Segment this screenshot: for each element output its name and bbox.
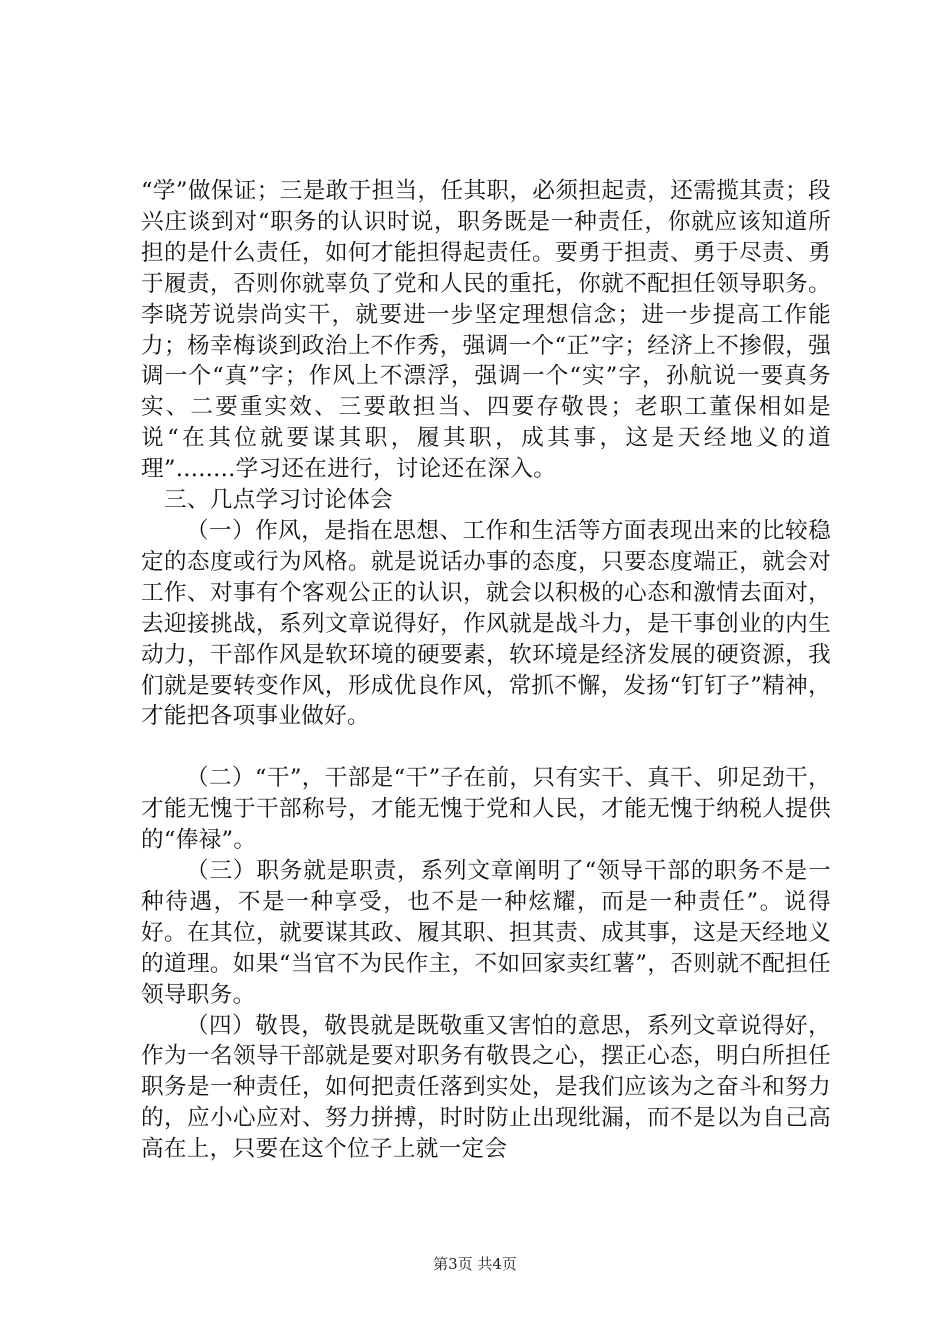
page-footer: 第3页 共4页	[433, 1255, 517, 1273]
paragraph-continuation: “学”做保证；三是敢于担当，任其职，必须担起责，还需揽其责；段兴庄谈到对“职务的认识时说，职务既是一种责任，你就应该知道所担的是什么责任，如何才能担得起责任。要勇于担责、勇于尽责、勇于履责，否则你就辜负了党和人民的重托，你就不配担任领导职务。李晓芳说崇尚实干，就要进一步坚定理想信念；进一步提高工作能力；杨幸梅谈到政治上不作秀，强调一个“正”字；经济上不掺假，强调一个“真”字；作风上不漂浮，强调一个“实”字，孙航说一要真务实、二要重实效、三要敢担当、四要存敬畏；老职工董保相如是说“在其位就要谋其职，履其职，成其事，这是天经地义的道理”........学习还在进行，讨论还在深入。	[141, 178, 831, 483]
document-body	[141, 176, 831, 1165]
section-heading: 三、几点学习讨论体会	[164, 487, 393, 514]
paragraph-point-3: （三）职务就是职责，系列文章阐明了“领导干部的职务不是一种待遇，不是一种享受，也不是一种炫耀，而是一种责任”。说得好。在其位，就要谋其政、履其职、担其责、成其事，这是天经地义的道理。如果“当官不为民作主，不如回家卖红薯”，否则就不配担任领导职务。	[141, 858, 831, 1008]
paragraph-point-1: （一）作风，是指在思想、工作和生活等方面表现出来的比较稳定的态度或行为风格。就是说话办事的态度，只要态度端正，就会对工作、对事有个客观公正的认识，就会以积极的心态和激情去面对，去迎接挑战，系列文章说得好，作风就是战斗力，是干事创业的内生动力，干部作风是软环境的硬要素，软环境是经济发展的硬资源，我们就是要转变作风，形成优良作风，常抓不懈，发扬“钉钉子”精神，才能把各项事业做好。	[141, 517, 831, 730]
paragraph-point-4: （四）敬畏，敬畏就是既敬重又害怕的意思，系列文章说得好，作为一名领导干部就是要对职务有敬畏之心，摆正心态，明白所担任职务是一种责任，如何把责任落到实处，是我们应该为之奋斗和努力的，应小心应对、努力拼搏，时时防止出现纰漏，而不是以为自己高高在上，只要在这个位子上就一定会	[141, 1012, 831, 1163]
paragraph-point-2: （二）“干”，干部是“干”子在前，只有实干、真干、卯足劲干，才能无愧于干部称号，才能无愧于党和人民，才能无愧于纳税人提供的“俸禄”。	[141, 765, 831, 854]
